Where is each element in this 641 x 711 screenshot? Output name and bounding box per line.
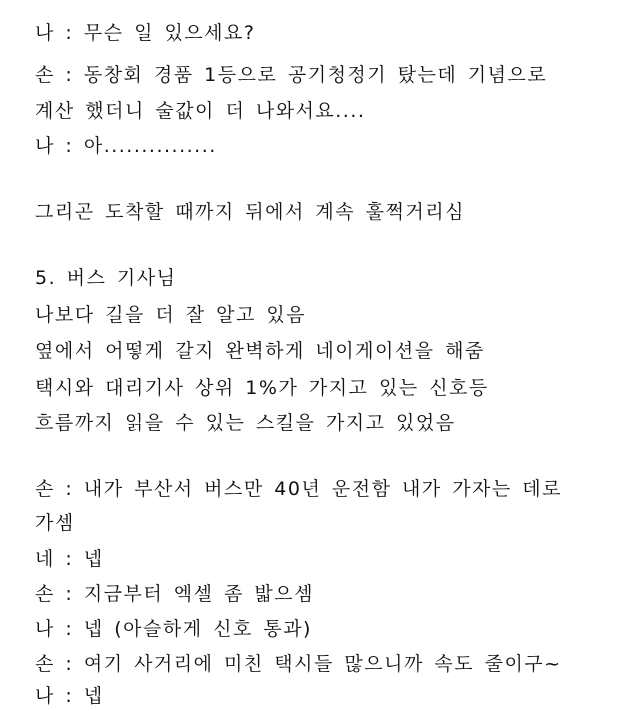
text-line: 손 : 동창회 경품 1등으로 공기청정기 탔는데 기념으로: [35, 64, 548, 86]
text-line: 옆에서 어떻게 갈지 완벽하게 네이게이션을 해줌: [35, 340, 485, 362]
text-line: 그리곤 도착할 때까지 뒤에서 계속 훌쩍거리심: [35, 201, 465, 223]
text-line: 손 : 지금부터 엑셀 좀 밟으셈: [35, 583, 314, 605]
text-line: 나 : 넵 (아슬하게 신호 통과): [35, 618, 312, 640]
text-line: 나 : 무슨 일 있으세요?: [35, 22, 256, 44]
text-line: 손 : 내가 부산서 버스만 40년 운전함 내가 가자는 데로: [35, 478, 563, 500]
text-line: 택시와 대리기사 상위 1%가 가지고 있는 신호등: [35, 377, 489, 399]
text-line: 가셈: [35, 512, 75, 534]
section-heading: 5. 버스 기사님: [35, 267, 177, 289]
text-line: 네 : 넵: [35, 548, 104, 570]
text-line: 손 : 여기 사거리에 미친 택시들 많으니까 속도 줄이구~: [35, 653, 562, 675]
text-line: 나보다 길을 더 잘 알고 있음: [35, 304, 307, 326]
text-line: 나 : 넵: [35, 685, 104, 707]
text-line: 흐름까지 읽을 수 있는 스킬을 가지고 있었음: [35, 412, 456, 434]
text-line: 나 : 아...............: [35, 135, 217, 157]
text-line: 계산 했더니 술값이 더 나와서요....: [35, 100, 366, 122]
